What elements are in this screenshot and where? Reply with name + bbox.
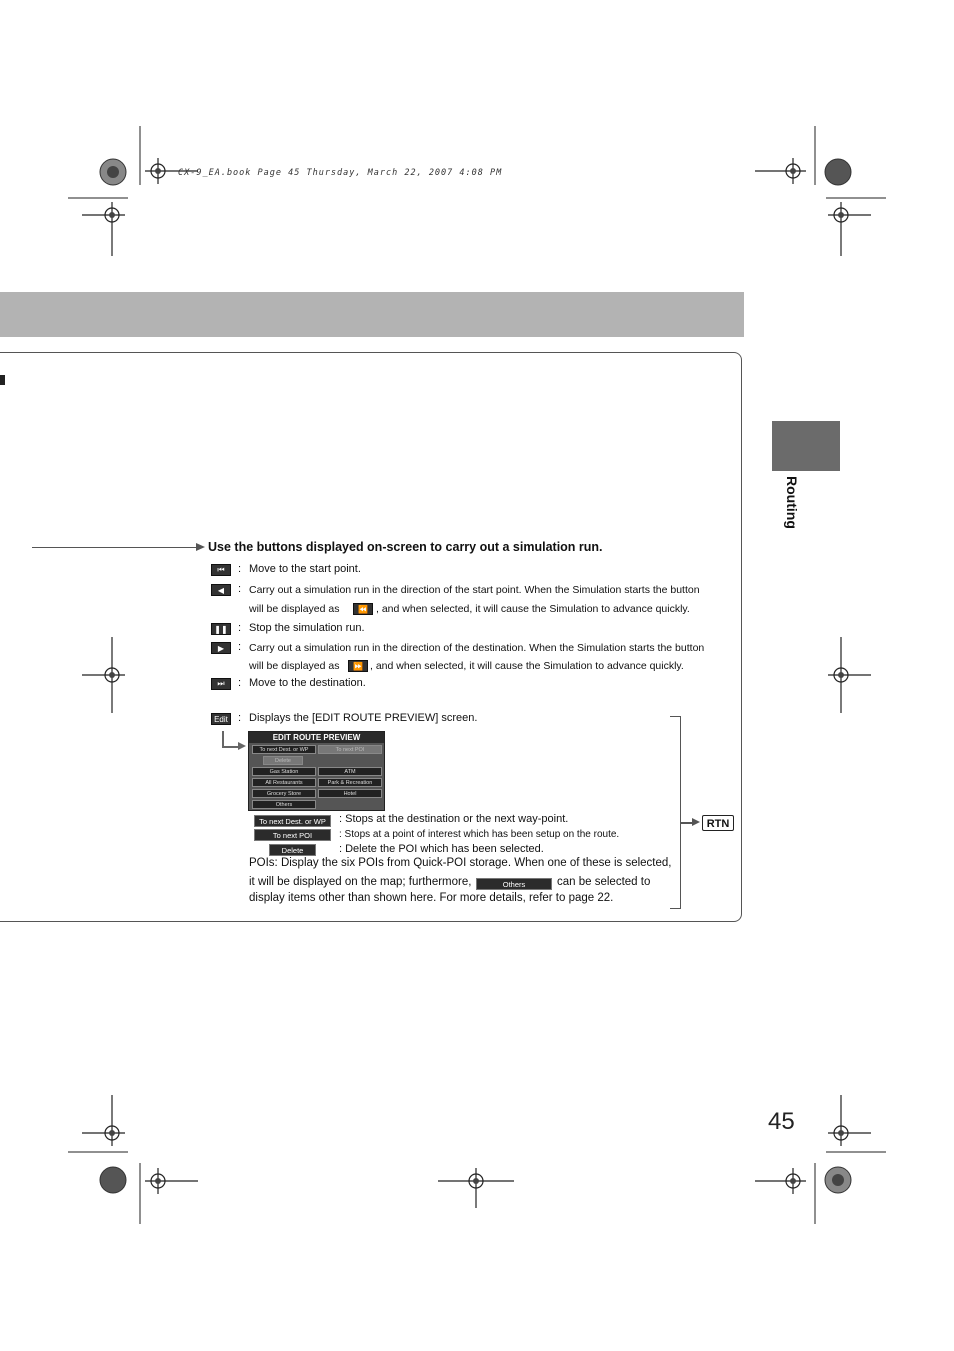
screen-poi: Park & Recreation: [318, 778, 382, 787]
screen-poi: All Restaurants: [252, 778, 316, 787]
edit-route-preview-screen: [248, 731, 385, 811]
fast-reverse-icon: ⏪: [353, 603, 373, 615]
screen-others: Others: [252, 800, 316, 809]
item-text: Stop the simulation run.: [249, 622, 365, 634]
screen-poi: Hotel: [318, 789, 382, 798]
leader-arrow-icon: [196, 543, 205, 551]
to-next-dest-button: To next Dest. or WP: [254, 815, 331, 827]
pois-note-line: it will be displayed on the map; furthermore,: [249, 876, 472, 888]
screen-poi: Gas Station: [252, 767, 316, 776]
leader-line: [32, 547, 197, 548]
to-next-poi-button: To next POI: [254, 829, 331, 841]
colon: :: [238, 641, 242, 653]
item-text: , and when selected, it will cause the Simulation to advance quickly.: [370, 660, 684, 672]
item-text: , and when selected, it will cause the Simulation to advance quickly.: [376, 603, 690, 615]
side-label: [778, 476, 808, 546]
screen-to-next-poi: To next POI: [318, 745, 382, 754]
colon: :: [238, 677, 242, 689]
pois-note-line: POIs: Display the six POIs from Quick-POI storage. When one of these is selected,: [249, 857, 672, 869]
delete-button: Delete: [269, 844, 316, 856]
explanation-text: : Delete the POI which has been selected.: [339, 843, 544, 855]
screen-poi: Grocery Store: [252, 789, 316, 798]
connector-line: [222, 731, 224, 747]
explanation-text: : Stops at the destination or the next way-point.: [339, 813, 569, 825]
rtn-button: RTN: [702, 815, 734, 831]
forward-run-icon: ▶: [211, 642, 231, 654]
colon: :: [238, 583, 242, 595]
explanation-text: : Stops at a point of interest which has been setup on the route.: [339, 829, 620, 840]
reverse-run-icon: ◀: [211, 584, 231, 596]
fast-forward-icon: ⏩: [348, 660, 368, 672]
others-button: Others: [476, 878, 552, 890]
screen-poi: ATM: [318, 767, 382, 776]
destination-icon: ⏭: [211, 678, 231, 690]
colon: :: [238, 622, 242, 634]
page-number: 45: [768, 1108, 795, 1135]
colon: :: [238, 712, 242, 724]
section-marker: [0, 375, 5, 385]
bracket: [670, 716, 681, 909]
item-text: Move to the destination.: [249, 677, 366, 689]
side-label-text: Routing: [784, 476, 800, 529]
screen-to-next-dest: To next Dest. or WP: [252, 745, 316, 754]
instruction-heading: Use the buttons displayed on-screen to carry out a simulation run.: [208, 540, 603, 554]
pois-note-line: can be selected to: [557, 876, 651, 888]
section-band: [0, 292, 744, 337]
item-text: Move to the start point.: [249, 563, 361, 575]
screen-delete: Delete: [263, 756, 303, 765]
pause-icon: ❚❚: [211, 623, 231, 635]
edit-text: Displays the [EDIT ROUTE PREVIEW] screen.: [249, 712, 478, 724]
edit-button-icon: Edit: [211, 713, 231, 725]
side-tab: [772, 421, 840, 471]
print-header: CX-9_EA.book Page 45 Thursday, March 22, 2007 4:08 PM: [178, 168, 503, 178]
rtn-arrow-icon: [692, 818, 700, 826]
start-point-icon: ⏮: [211, 564, 231, 576]
screen-title: EDIT ROUTE PREVIEW: [249, 732, 384, 743]
item-text: will be displayed as: [249, 660, 340, 672]
item-text: Carry out a simulation run in the direction of the start point. When the Simulation starts the button: [249, 584, 700, 596]
connector-arrow-icon: [238, 742, 246, 750]
item-text: will be displayed as: [249, 603, 340, 615]
colon: :: [238, 563, 242, 575]
pois-note-line: display items other than shown here. For more details, refer to page 22.: [249, 892, 614, 904]
item-text: Carry out a simulation run in the direction of the destination. When the Simulation starts the button: [249, 642, 705, 654]
